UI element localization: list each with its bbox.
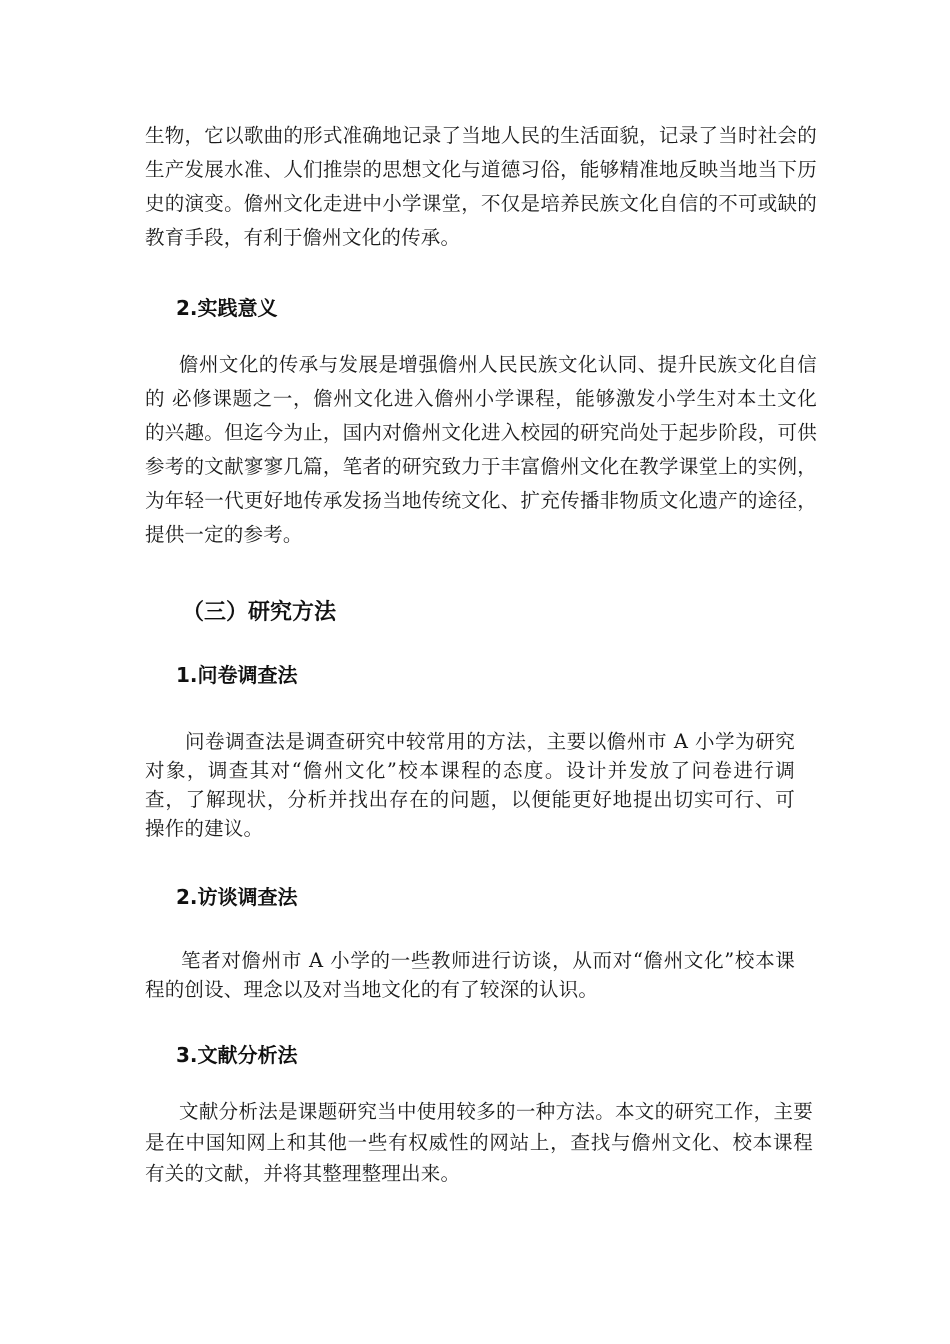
practical-significance-paragraph: 儋州文化的传承与发展是增强儋州人民民族文化认同、提升民族文化自信的 必修课题之一，儋州文化进入儋州小学课程，能够激发小学生对本土文化的兴趣。但迄今为止，国内对儋州文化进入校园的研究尚处于起步阶段，可供参考的文献寥寥几篇，笔者的研究致力于丰富儋州文化在教学课堂上的实例，为年轻一代更好地传承发扬当地传统文化、扩充传播非物质文化遗产的途径，提供一定的参考。 [145,353,817,546]
heading-research-methods: （三）研究方法 [182,600,337,625]
literature-paragraph: 文献分析法是课题研究当中使用较多的一种方法。本文的研究工作，主要是在中国知网上和其他一些有权威性的网站上，查找与儋州文化、校本课程有关的文献，并将其整理整理出来。 [145,1100,813,1185]
questionnaire-paragraph: 问卷调查法是调查研究中较常用的方法，主要以儋州市 A 小学为研究对象，调查其对“儋州文化”校本课程的态度。设计并发放了问卷进行调查，了解现状，分析并找出存在的问题，以便能更好地提出切实可行、可操作的建议。 [145,730,795,840]
heading-practical-significance: 2.实践意义 [176,296,278,320]
intro-paragraph: 生物，它以歌曲的形式准确地记录了当地人民的生活面貌，记录了当时社会的生产发展水准、人们推崇的思想文化与道德习俗，能够精准地反映当地当下历史的演变。儋州文化走进中小学课堂，不仅是培养民族文化自信的不可或缺的教育手段，有利于儋州文化的传承。 [145,124,817,249]
heading-interview-method: 2.访谈调查法 [176,885,298,909]
interview-paragraph: 笔者对儋州市 A 小学的一些教师进行访谈，从而对“儋州文化”校本课程的创设、理念以及对当地文化的有了较深的认识。 [145,949,795,1001]
heading-questionnaire-method: 1.问卷调查法 [176,663,298,687]
heading-literature-method: 3.文献分析法 [176,1043,298,1067]
